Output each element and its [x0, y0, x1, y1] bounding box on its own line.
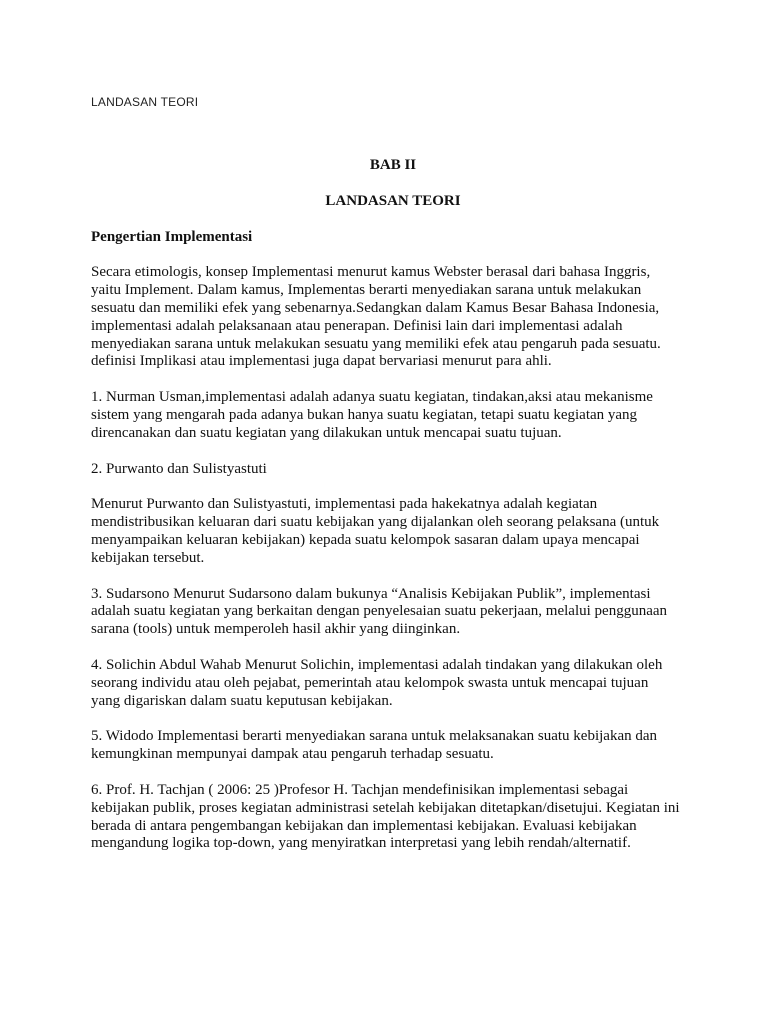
chapter-number: BAB II	[369, 157, 417, 173]
page-header-label: LANDASAN TEORI	[91, 95, 199, 109]
paragraph-item-5: 5. Widodo Implementasi berarti menyediakan sarana untuk melaksanakan suatu kebijakan dan kemungkinan mempunyai dampak atau pengaruh terhadap sesuatu.	[91, 728, 658, 763]
document-body	[91, 157, 681, 871]
paragraph-item-2-body: Menurut Purwanto dan Sulistyastuti, implementasi pada hakekatnya adalah kegiatan mendistribusikan keluaran dari suatu kebijakan yang dijalankan oleh seorang pelaksana (untuk menyampaikan keluaran kebijakan) kepada suatu kelompok sasaran dalam upaya mencapai kebijakan tersebut.	[91, 496, 660, 566]
paragraph-item-6: 6. Prof. H. Tachjan ( 2006: 25 )Profesor H. Tachjan mendefinisikan implementasi sebagai kebijakan publik, proses kegiatan administrasi setelah kebijakan ditetapkan/disetujui. Kegiatan ini berada di antara pengembangan kebijakan dan implementasi kebijakan. Evaluasi kebijakan mengandung logika top-down, yang menyiratkan interpretasi yang lebih rendah/alternatif.	[91, 781, 680, 852]
paragraph-item-1: 1. Nurman Usman,implementasi adalah adanya suatu kegiatan, tindakan,aksi atau mekanisme sistem yang mengarah pada adanya bukan hanya suatu kegiatan, tetapi suatu kegiatan yang direncanakan dan suatu kegiatan yang dilakukan untuk mencapai suatu tujuan.	[91, 389, 653, 441]
section-heading: Pengertian Implementasi	[91, 228, 253, 245]
paragraph-item-4: 4. Solichin Abdul Wahab Menurut Solichin, implementasi adalah tindakan yang dilakukan oleh seorang individu atau oleh pejabat, pemerintah atau kelompok swasta untuk mencapai tujuan yang digariskan dalam suatu keputusan kebijakan.	[91, 656, 663, 709]
chapter-title: LANDASAN TEORI	[325, 192, 461, 209]
paragraph-item-2-heading: 2. Purwanto dan Sulistyastuti	[91, 460, 267, 477]
paragraph-item-3: 3. Sudarsono Menurut Sudarsono dalam bukunya “Analisis Kebijakan Publik”, implementasi adalah suatu kegiatan yang berkaitan dengan penyelesaian suatu pekerjaan, melalui penggunaan sarana (tools) untuk memperoleh hasil akhir yang diinginkan.	[91, 585, 668, 638]
paragraph-intro: Secara etimologis, konsep Implementasi menurut kamus Webster berasal dari bahasa Inggris, yaitu Implement. Dalam kamus, Implementas berarti menyediakan sarana untuk melakukan sesuatu dan memiliki efek yang sebenarnya.Sedangkan dalam Kamus Besar Bahasa Indonesia, implementasi adalah pelaksanaan atau penerapan. Definisi lain dari implementasi adalah menyediakan sarana untuk melakukan sesuatu yang memiliki efek atau pengaruh pada sesuatu. definisi Implikasi atau implementasi juga dapat bervariasi menurut para ahli.	[91, 264, 661, 370]
